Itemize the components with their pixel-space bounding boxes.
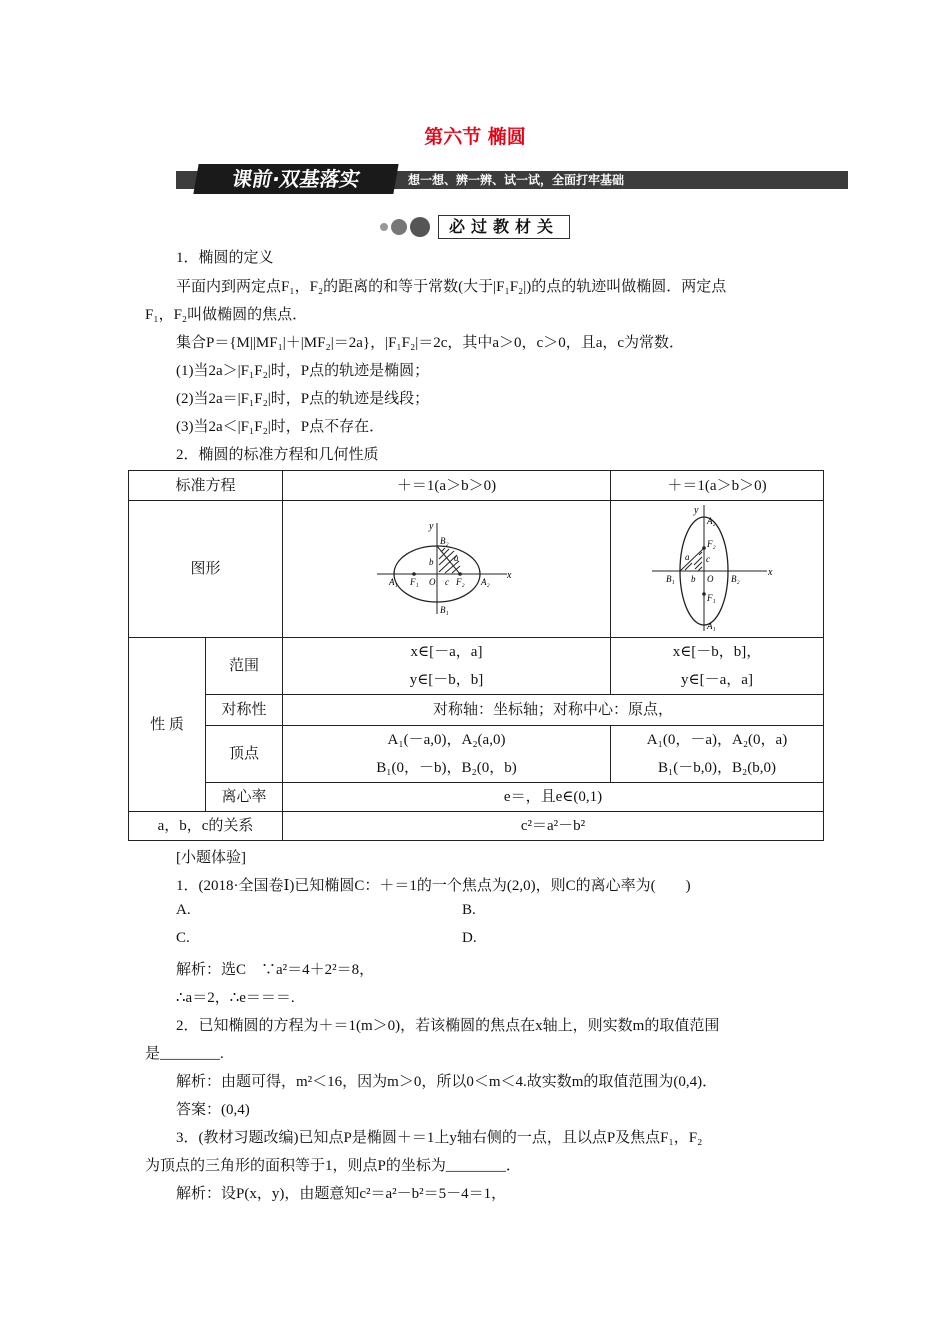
- figure-label: x: [768, 567, 773, 578]
- dot-icon: [410, 217, 430, 237]
- table-cell: A₁(0，－a)，A₂(0，a): [646, 732, 788, 748]
- table-cell: y∈[－a，a]: [681, 672, 753, 688]
- figure-label: B₁: [439, 605, 449, 615]
- figure-label: F₂: [707, 539, 716, 549]
- definition-line: 平面内到两定点F₁，F₂的距离的和等于常数(大于|F₁F₂|)的点的轨迹叫做椭圆．两定点: [176, 279, 727, 295]
- figure-label: x: [506, 570, 511, 581]
- question-text: 3．(教材习题改编)已知点P是椭圆＋＝1上y轴右侧的一点，且以点P及焦点F₁，F₂: [176, 1130, 703, 1146]
- figure-label: O: [428, 577, 435, 587]
- section-banner: [176, 166, 848, 194]
- page-title: 第六节 椭圆: [424, 126, 526, 148]
- ellipse-vertical-figure: [611, 501, 824, 638]
- question-text: 1．(2018·全国卷Ⅰ)已知椭圆C：＋＝1的一个焦点为(2,0)，则C的离心率为( ): [176, 878, 691, 894]
- ellipse-horizontal-figure: [283, 501, 611, 638]
- table-cell: 离心率: [206, 783, 283, 812]
- table-cell: y∈[－b，b]: [409, 672, 484, 688]
- subsection-label: 必过教材关: [438, 215, 570, 239]
- table-cell: 对称性: [206, 695, 283, 726]
- ellipse-horizontal-icon: [377, 519, 517, 619]
- solution-text: 解析：由题可得，m²＜16，因为m＞0，所以0＜m＜4.故实数m的取值范围为(0,4)．: [176, 1074, 718, 1090]
- answer-text: 答案：(0,4): [176, 1102, 250, 1118]
- figure-label: A₂: [480, 577, 490, 587]
- definition-line: (3)当2a＜|F₁F₂|时，P点不存在．: [176, 419, 385, 435]
- figure-label: a: [685, 552, 690, 562]
- table-cell: B₁(－b,0)，B₂(b,0): [658, 760, 776, 776]
- heading-definition: 1．椭圆的定义: [176, 250, 274, 266]
- figure-label: F₁: [707, 593, 716, 603]
- figure-label: O: [707, 574, 714, 584]
- figure-label: b: [428, 557, 433, 567]
- dot-icon: [380, 223, 388, 231]
- option-c: C.: [176, 930, 190, 946]
- table-cell: x∈[－b，b]，: [672, 644, 762, 660]
- figure-label: b: [691, 574, 696, 584]
- table-header: ＋＝1(a＞b＞0): [283, 471, 611, 501]
- figure-label: F₂: [455, 577, 465, 587]
- table-cell: a，b，c的关系: [129, 812, 283, 841]
- properties-table: [128, 470, 824, 841]
- figure-label: B₁: [666, 574, 675, 584]
- definition-line: (1)当2a＞|F₁F₂|时，P点的轨迹是椭圆；: [176, 363, 430, 379]
- figure-label: A₁: [707, 621, 716, 631]
- question-text: 为顶点的三角形的面积等于1，则点P的坐标为________．: [145, 1158, 521, 1174]
- figure-label: c: [706, 554, 710, 564]
- table-cell: 对称轴：坐标轴；对称中心：原点，: [283, 695, 824, 726]
- definition-line: (2)当2a＝|F₁F₂|时，P点的轨迹是线段；: [176, 391, 430, 407]
- figure-label: B₂: [731, 574, 740, 584]
- table-cell: 顶点: [206, 726, 283, 783]
- figure-label: a: [453, 553, 458, 563]
- figure-label: F₁: [409, 577, 419, 587]
- figure-label: c: [444, 577, 449, 587]
- figure-label: A₂: [707, 516, 716, 526]
- option-a: A.: [176, 902, 191, 918]
- ellipse-vertical-icon: [652, 505, 782, 633]
- figure-label: y: [428, 521, 433, 532]
- option-d: D.: [462, 930, 477, 946]
- table-cell: 范围: [206, 638, 283, 695]
- question-text: 是________.: [145, 1046, 224, 1062]
- banner-tag: 课前·双基落实: [193, 164, 398, 194]
- definition-line: 集合P＝{M||MF₁|＋|MF₂|＝2a}，|F₁F₂|＝2c，其中a＞0，c＞0，且a，c为常数．: [176, 335, 685, 351]
- definition-line: F₁，F₂叫做椭圆的焦点．: [145, 307, 308, 323]
- heading-properties: 2．椭圆的标准方程和几何性质: [176, 447, 379, 463]
- question-text: 2．已知椭圆的方程为＋＝1(m＞0)，若该椭圆的焦点在x轴上，则实数m的取值范围: [176, 1018, 720, 1034]
- table-cell: 性 质: [129, 638, 206, 812]
- table-header: ＋＝1(a＞b＞0): [611, 471, 824, 501]
- table-cell: B₁(0，－b)，B₂(0，b): [376, 760, 517, 776]
- table-cell: A₁(－a,0)，A₂(a,0): [387, 732, 506, 748]
- option-b: B.: [462, 902, 476, 918]
- table-cell: 图形: [129, 501, 283, 638]
- solution-text: 解析：设P(x，y)，由题意知c²＝a²－b²＝5－4＝1，: [176, 1186, 507, 1202]
- table-cell: e＝，且e∈(0,1): [283, 783, 824, 812]
- figure-label: A₁: [388, 577, 398, 587]
- table-header: 标准方程: [129, 471, 283, 501]
- table-cell: x∈[－a，a]: [410, 644, 483, 660]
- figure-label: B₂: [439, 536, 449, 546]
- solution-text: 解析：选C ∵a²＝4＋2²＝8，: [176, 962, 375, 978]
- practice-header: [小题体验]: [176, 850, 246, 866]
- figure-label: y: [694, 505, 699, 516]
- dot-icon: [391, 219, 407, 235]
- table-cell: c²＝a²－b²: [283, 812, 824, 841]
- solution-text: ∴a＝2，∴e＝＝＝.: [176, 990, 295, 1006]
- banner-subtitle: 想一想、辨一辨、试一试，全面打牢基础: [408, 173, 625, 187]
